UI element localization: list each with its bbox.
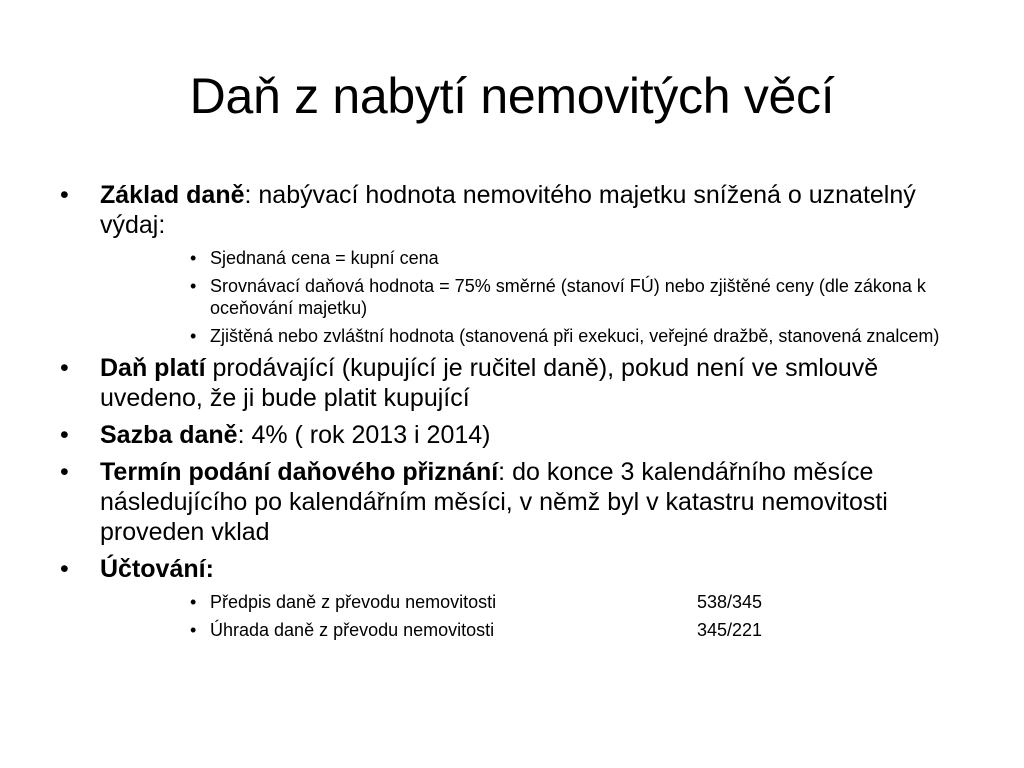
bullet-icon: • [190, 620, 197, 640]
bullet-icon: • [190, 248, 197, 268]
sub-item [190, 275, 970, 319]
bullet-item-uctovani [60, 554, 970, 584]
sub-item [190, 247, 970, 269]
bullet-icon: • [190, 276, 197, 296]
sub-item [190, 325, 970, 347]
bullet-icon: • [190, 592, 197, 612]
bullet-item-termin-podani [60, 457, 970, 547]
accounting-row [190, 619, 970, 641]
bullet-item-text: : do konce 3 kalendářního měsíce následujícího po kalendářním měsíci, v němž byl v katastru nemovitosti proveden vklad [100, 458, 888, 546]
accounting-code: 345/221 [697, 620, 763, 640]
accounting-code: 538/345 [697, 592, 763, 612]
bullet-item-sazba-dane [60, 420, 970, 450]
bullet-item-bold: Daň platí [100, 354, 206, 382]
bullet-icon: • [60, 555, 69, 583]
sublist-uctovani [60, 591, 970, 641]
bullet-item-bold: Základ daně [100, 181, 245, 209]
sub-item-text: Zjištěná nebo zvláštní hodnota (stanovená při exekuci, veřejné dražbě, stanovená znalcem) [210, 326, 940, 346]
bullet-icon: • [60, 181, 69, 209]
sublist-zaklad-dane [60, 247, 970, 347]
bullet-item-text: : nabývací hodnota nemovitého majetku snížená o uznatelný výdaj: [100, 181, 916, 239]
bullet-item-zaklad-dane [60, 180, 970, 240]
bullet-item-text: prodávající (kupující je ručitel daně), pokud není ve smlouvě uvedeno, že ji bude platit kupující [100, 354, 879, 412]
bullet-icon: • [190, 326, 197, 346]
accounting-row [190, 591, 970, 613]
bullet-item-text: : 4% ( rok 2013 i 2014) [237, 421, 491, 449]
bullet-item-bold: Termín podání daňového přiznání [100, 458, 499, 486]
bullet-item-dan-plati [60, 353, 970, 413]
sub-item-text: Sjednaná cena = kupní cena [210, 248, 439, 268]
bullet-item-bold: Sazba daně [100, 421, 238, 449]
sub-item-text: Srovnávací daňová hodnota = 75% směrné (stanoví FÚ) nebo zjištěné ceny (dle zákona k oceňování majetku) [210, 276, 926, 318]
slide-content [60, 180, 970, 647]
accounting-label: Úhrada daně z převodu nemovitosti [210, 620, 495, 640]
bullet-icon: • [60, 354, 69, 382]
bullet-icon: • [60, 458, 69, 486]
bullet-item-bold: Účtování: [100, 555, 214, 583]
accounting-label: Předpis daně z převodu nemovitosti [210, 592, 497, 612]
bullet-icon: • [60, 421, 69, 449]
slide-title: Daň z nabytí nemovitých věcí [189, 68, 835, 124]
